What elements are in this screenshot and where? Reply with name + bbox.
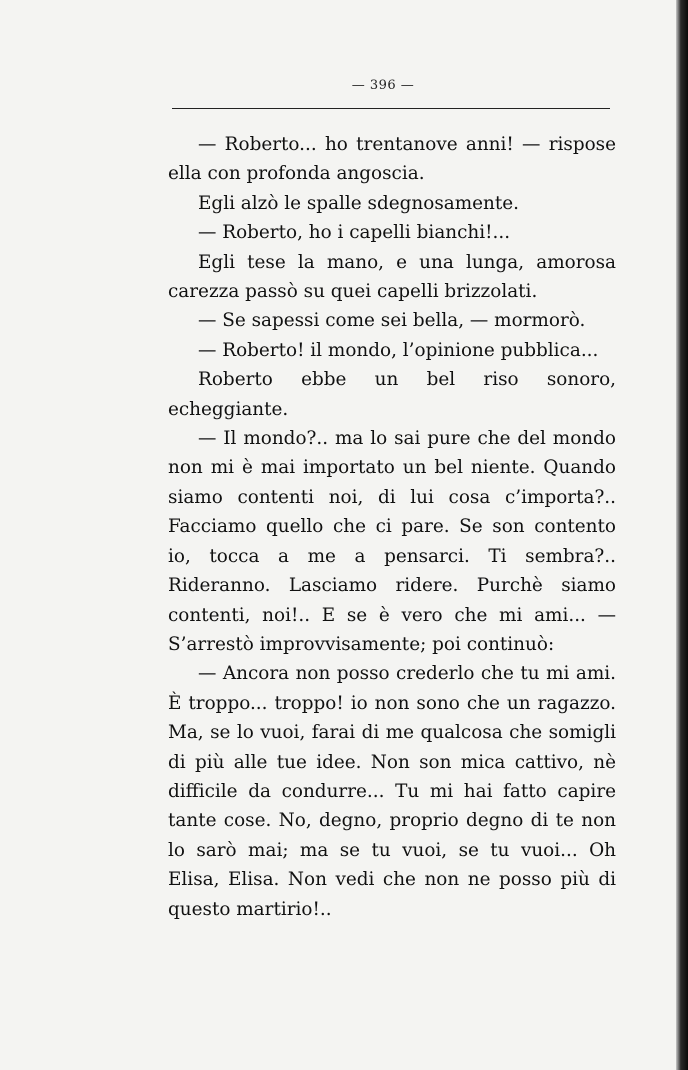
- paragraph: — Il mondo?.. ma lo sai pure che del mondo non mi è mai importato un bel niente. Quando siamo contenti noi, di lui cosa c’importa?.. Facciamo quello che ci pare. Se son contento io, tocca a me a pensarci. Ti sembra?.. Rideranno. Lasciamo ridere. Purchè siamo contenti, noi!.. E se è vero che mi ami... — S’arrestò improvvisamente; poi continuò:: [168, 428, 616, 655]
- paragraph: Egli alzò le spalle sdegnosamente.: [198, 192, 520, 214]
- page-edge-shadow: [676, 0, 688, 1070]
- paragraph: — Roberto! il mondo, l’opinione pubblica...: [198, 339, 599, 361]
- paragraph: Roberto ebbe un bel riso sonoro, echeggiante.: [168, 369, 616, 420]
- header-rule: [172, 108, 610, 109]
- paragraph: — Roberto... ho trentanove anni! — rispose ella con profonda angoscia.: [168, 134, 616, 185]
- body-text: [168, 130, 616, 924]
- page-number: — 396 —: [351, 78, 415, 93]
- paragraph: — Se sapessi come sei bella, — mormorò.: [198, 310, 586, 332]
- paragraph: — Ancora non posso crederlo che tu mi ami. È troppo... troppo! io non sono che un ragazzo. Ma, se lo vuoi, farai di me qualcosa che somigli di più alle tue idee. Non son mica cattivo, nè difficile da condurre... Tu mi hai fatto capire tante cose. No, degno, proprio degno di te non lo sarò mai; ma se tu vuoi, se tu vuoi... Oh Elisa, Elisa. Non vedi che non ne posso più di questo martirio!..: [168, 663, 616, 920]
- paragraph: — Roberto, ho i capelli bianchi!...: [198, 222, 511, 244]
- paragraph: Egli tese la mano, e una lunga, amorosa carezza passò su quei capelli brizzolati.: [168, 251, 616, 303]
